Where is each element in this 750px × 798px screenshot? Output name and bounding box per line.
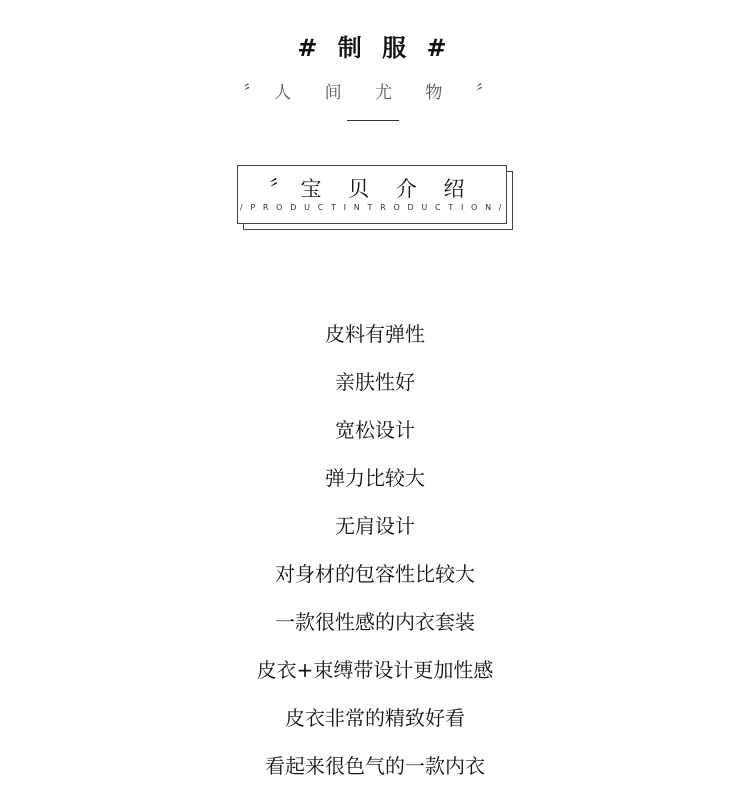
- feature-item: 弹力比较大: [325, 466, 425, 490]
- title-divider: [347, 120, 399, 121]
- section-subtitle: / P R O D U C T I N T R O D U C T I O N /: [239, 203, 505, 212]
- feature-item: 皮衣非常的精致好看: [285, 706, 465, 730]
- feature-list: [0, 318, 750, 798]
- feature-item: 亲肤性好: [335, 370, 415, 394]
- feature-item: 宽松设计: [335, 418, 415, 442]
- feature-item: 无肩设计: [335, 514, 415, 538]
- page-title: # 制 服 #: [297, 34, 453, 62]
- feature-item: 皮料有弹性: [325, 322, 425, 346]
- page-subtitle: 〞人 间 尤 物 〞: [243, 83, 507, 103]
- feature-item: 皮衣+束缚带设计更加性感: [256, 658, 494, 682]
- section-title: 〞宝 贝 介 绍: [269, 177, 475, 201]
- feature-item: 对身材的包容性比较大: [275, 562, 475, 586]
- feature-item: 看起来很色气的一款内衣: [265, 754, 485, 778]
- section-header-box: [237, 165, 507, 224]
- feature-item: 一款很性感的内衣套装: [275, 610, 475, 634]
